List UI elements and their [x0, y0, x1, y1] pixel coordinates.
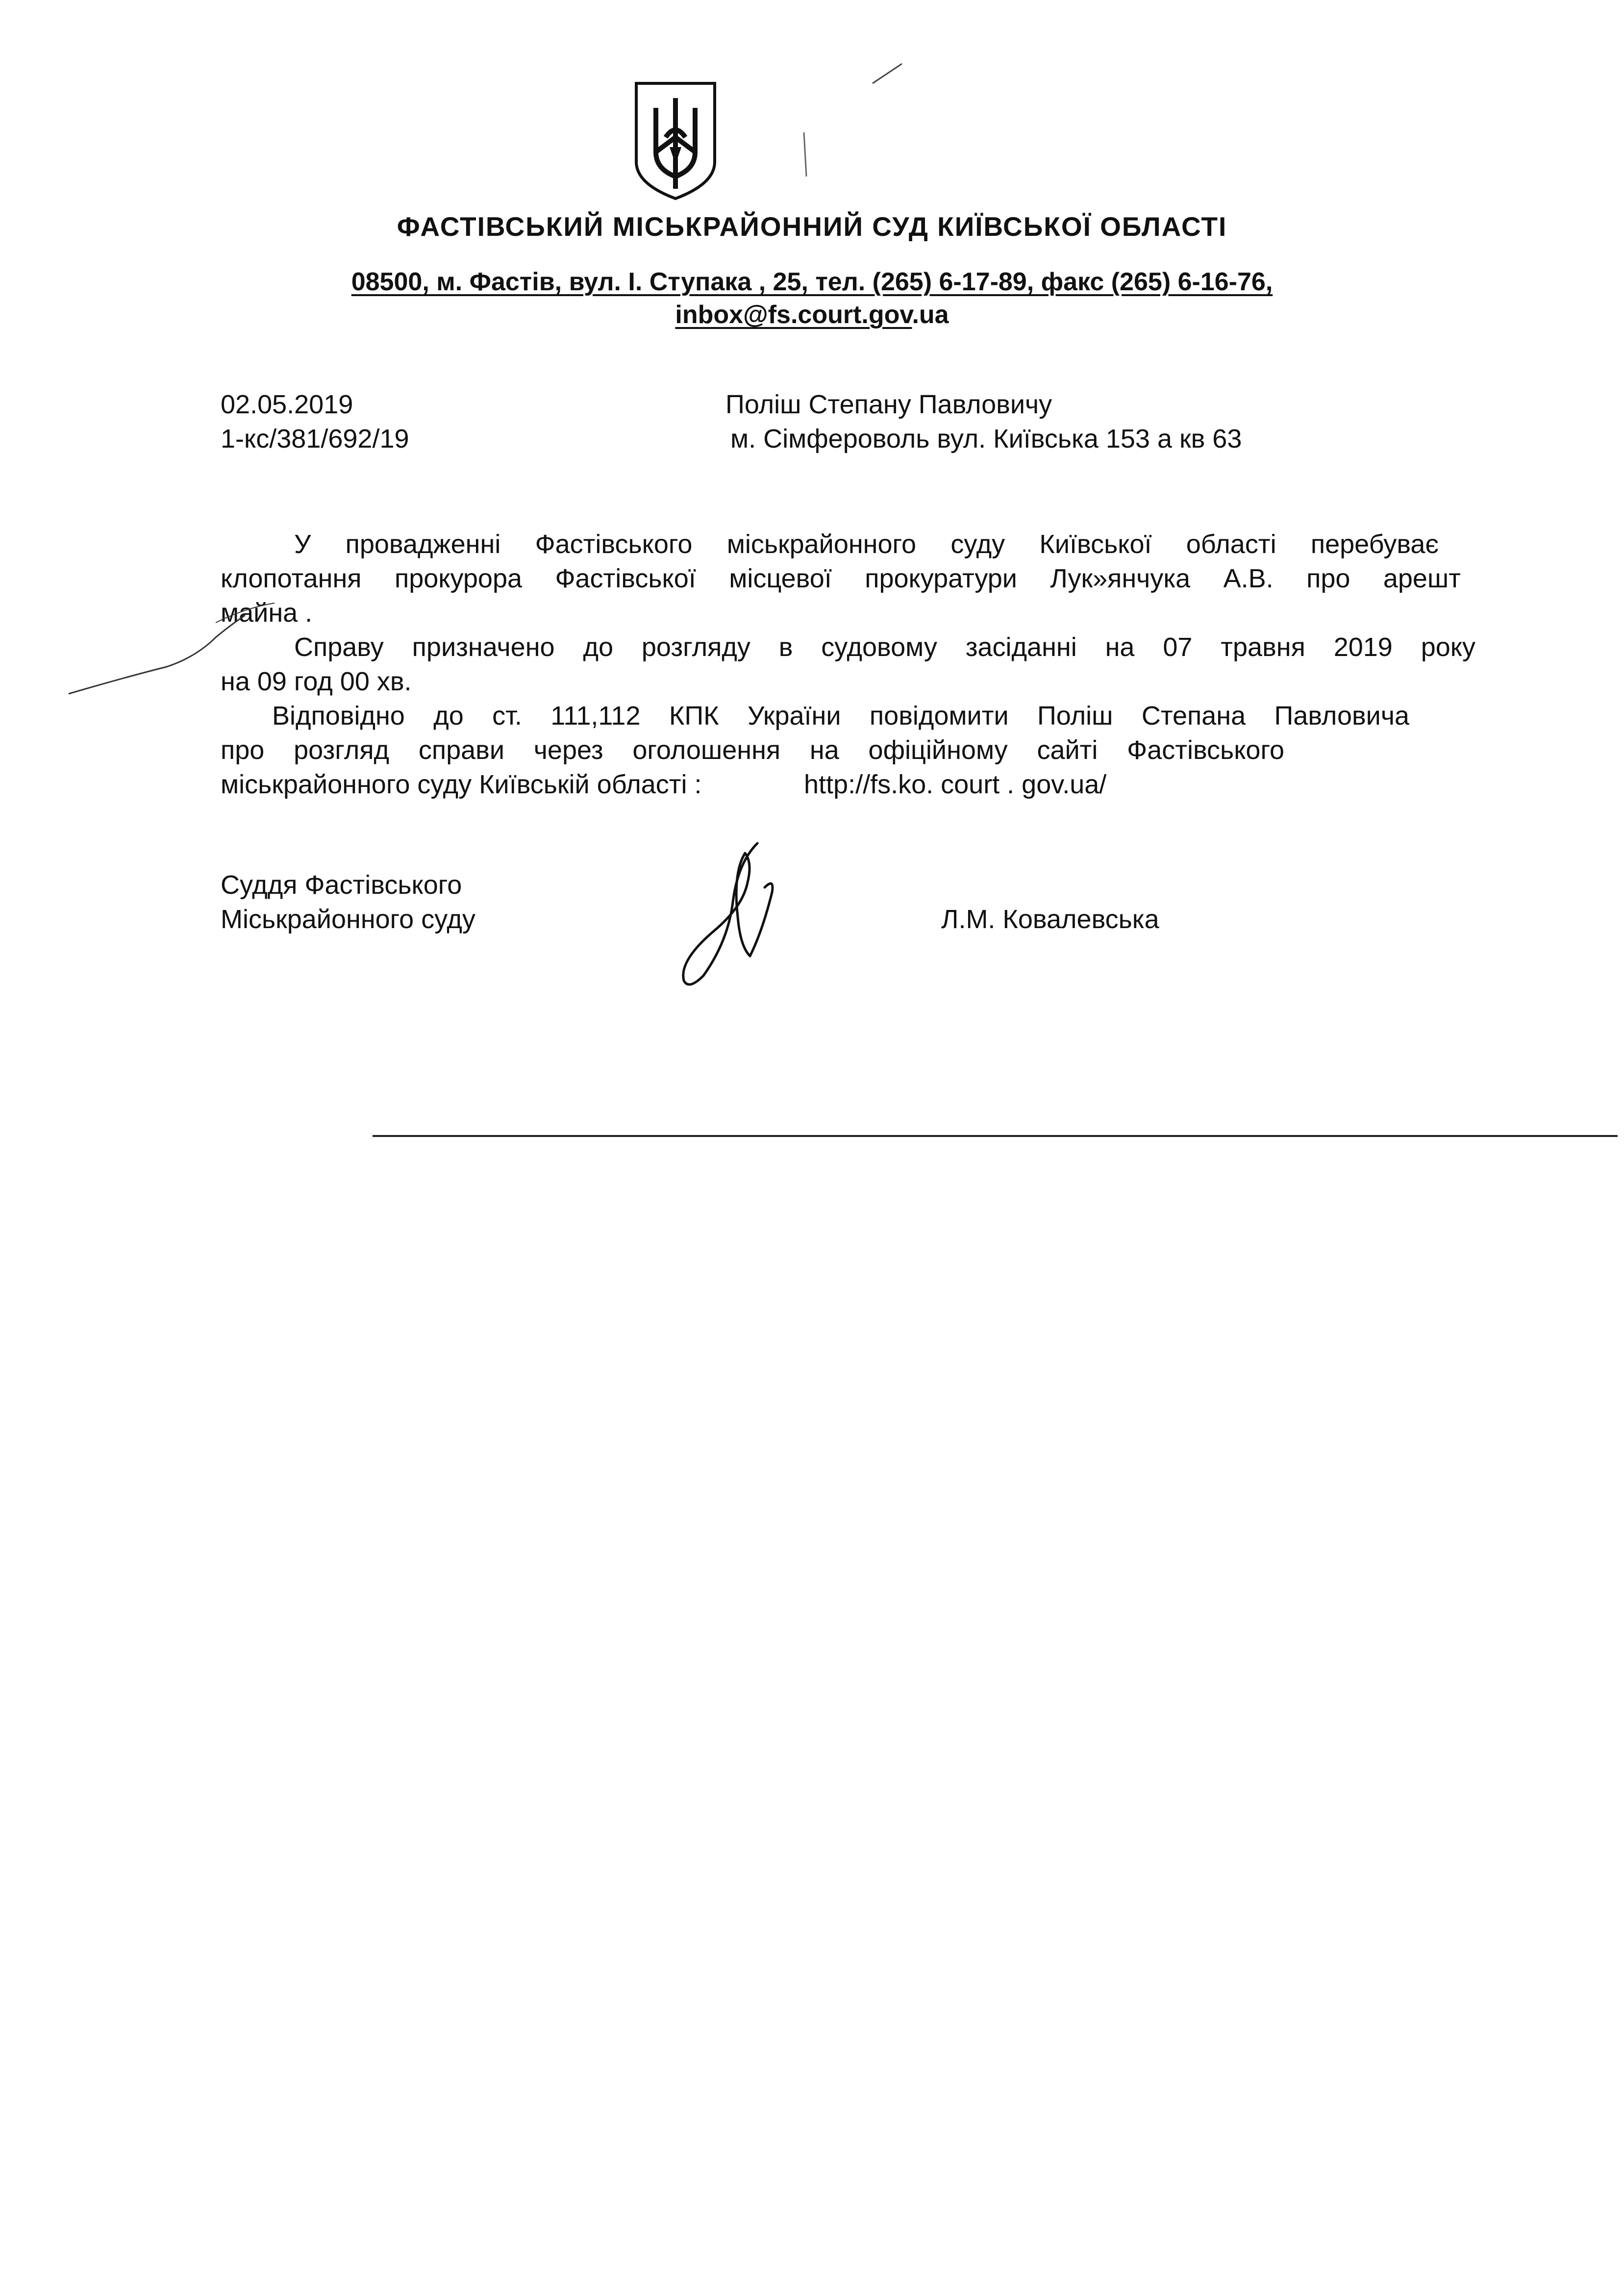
horizontal-rule	[373, 1135, 1618, 1137]
letter-date: 02.05.2019	[221, 390, 353, 419]
coat-of-arms-emblem	[626, 78, 725, 201]
judge-title-line-2: Міськрайонного суду	[221, 905, 475, 934]
paragraph-1-line-2: клопотання прокурора Фастівської місцевої прокуратури Лук»янчука А.В. про арешт	[221, 564, 1461, 593]
recipient-address: м. Сімфероволь вул. Київська 153 а кв 63	[730, 424, 1242, 454]
paragraph-3-line-2: про розгляд справи через оголошення на офіційному сайті Фастівського	[221, 735, 1284, 765]
court-website-url: http://fs.ko. court . gov.ua/	[804, 770, 1107, 799]
court-name: ФАСТІВСЬКИЙ МІСЬКРАЙОННИЙ СУД КИЇВСЬКОЇ ОБЛАСТІ	[397, 211, 1227, 242]
court-email: inbox@fs.court.gov	[675, 301, 912, 329]
paragraph-2-line-1: Справу призначено до розгляду в судовому засіданні на 07 травня 2019 року	[294, 632, 1475, 662]
paragraph-3-line-3: міськрайонного суду Київській області :	[221, 770, 702, 799]
paragraph-2-line-2: на 09 год 00 хв.	[221, 667, 412, 696]
court-address-line	[0, 267, 1624, 297]
handwritten-signature	[659, 833, 787, 995]
court-email-suffix: .ua	[912, 301, 949, 329]
paragraph-1-line-3: майна .	[221, 598, 313, 628]
paragraph-3-line-1: Відповідно до ст. 111,112 КПК України повідомити Поліш Степана Павловича	[272, 701, 1409, 731]
court-address: 08500, м. Фастів, вул. І. Ступака , 25, тел. (265) 6-17-89, факс (265) 6-16-76,	[351, 268, 1273, 296]
court-email-line	[0, 300, 1624, 329]
case-number: 1-кс/381/692/19	[221, 424, 409, 454]
judge-name: Л.М. Ковалевська	[941, 905, 1159, 934]
recipient-name: Поліш Степану Павловичу	[725, 390, 1052, 419]
judge-title-line-1: Суддя Фастівського	[221, 870, 462, 900]
paragraph-1-line-1: У провадженні Фастівського міськрайонного суду Київської області перебуває	[294, 530, 1439, 559]
